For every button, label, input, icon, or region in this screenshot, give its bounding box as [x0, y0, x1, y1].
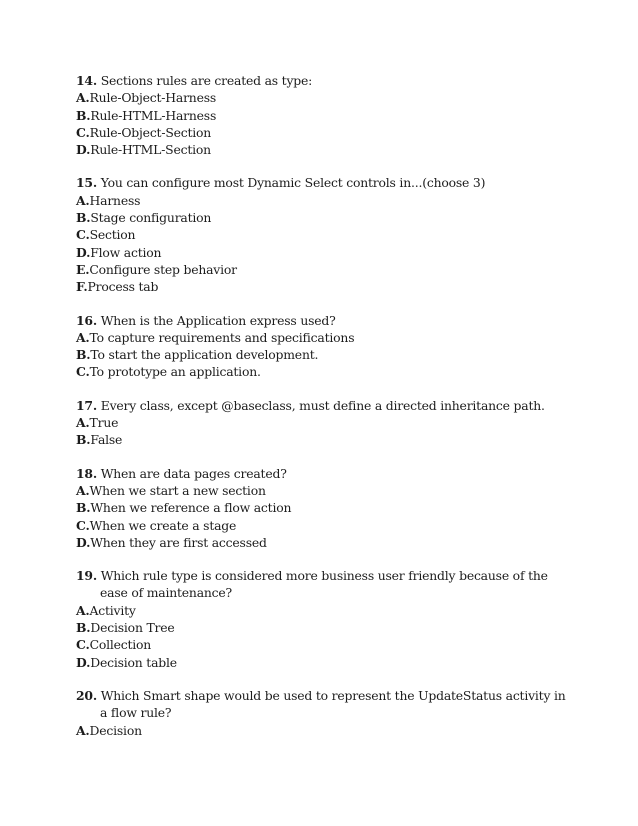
- question-prompt: Which rule type is considered more business user friendly because of the ease of maintenance?: [100, 568, 548, 601]
- option-letter: D.: [76, 654, 91, 670]
- option-c: [76, 226, 576, 243]
- question-prompt: When are data pages created?: [100, 465, 287, 481]
- question-17: [76, 397, 576, 449]
- option-letter: B.: [76, 107, 91, 123]
- option-a: [76, 89, 576, 106]
- question-text: [76, 174, 576, 191]
- option-text: True: [89, 415, 119, 431]
- option-letter: B.: [76, 432, 91, 448]
- question-text: [76, 567, 576, 602]
- option-b: [76, 346, 576, 363]
- option-letter: A.: [76, 192, 90, 208]
- option-letter: D.: [76, 244, 91, 260]
- question-number: 18.: [76, 465, 97, 481]
- question-prompt: When is the Application express used?: [100, 312, 336, 328]
- question-number: 17.: [76, 397, 97, 413]
- option-letter: A.: [76, 722, 90, 738]
- option-letter: D.: [76, 142, 91, 158]
- option-text: Rule-HTML-Section: [90, 142, 211, 158]
- option-text: To start the application development.: [90, 347, 319, 363]
- option-text: Rule-HTML-Harness: [90, 107, 217, 123]
- question-number: 16.: [76, 312, 97, 328]
- option-f: [76, 278, 576, 295]
- option-letter: A.: [76, 90, 90, 106]
- option-letter: A.: [76, 329, 90, 345]
- option-c: [76, 517, 576, 534]
- option-d: [76, 654, 576, 671]
- option-text: To prototype an application.: [89, 364, 261, 380]
- option-c: [76, 363, 576, 380]
- question-text: [76, 397, 576, 414]
- option-text: Decision table: [90, 654, 177, 670]
- question-16: [76, 312, 576, 381]
- option-text: When we start a new section: [89, 482, 266, 498]
- question-20: [76, 687, 576, 739]
- option-b: [76, 499, 576, 516]
- question-number: 14.: [76, 73, 97, 88]
- option-a: [76, 482, 576, 499]
- option-text: Decision Tree: [90, 620, 175, 636]
- option-b: [76, 209, 576, 226]
- question-number: 19.: [76, 568, 97, 584]
- question-prompt: Every class, except @baseclass, must define a directed inheritance path.: [100, 397, 545, 413]
- option-text: When they are first accessed: [90, 534, 267, 550]
- question-19: [76, 567, 576, 671]
- option-text: Collection: [89, 637, 152, 653]
- question-18: [76, 465, 576, 551]
- option-text: Rule-Object-Harness: [89, 90, 217, 106]
- option-b: [76, 619, 576, 636]
- option-letter: D.: [76, 534, 91, 550]
- option-e: [76, 261, 576, 278]
- option-text: When we reference a flow action: [90, 500, 292, 516]
- option-letter: B.: [76, 347, 91, 363]
- question-text: [76, 687, 576, 722]
- option-a: [76, 329, 576, 346]
- question-14: [76, 72, 576, 158]
- option-letter: A.: [76, 602, 90, 618]
- option-b: [76, 431, 576, 448]
- option-text: To capture requirements and specifications: [89, 329, 355, 345]
- option-c: [76, 636, 576, 653]
- option-text: Decision: [89, 722, 142, 738]
- question-prompt: Sections rules are created as type:: [100, 73, 313, 88]
- option-c: [76, 124, 576, 141]
- option-letter: E.: [76, 261, 90, 277]
- option-text: Stage configuration: [90, 210, 212, 226]
- question-number: 15.: [76, 175, 97, 191]
- question-number: 20.: [76, 687, 97, 703]
- option-letter: C.: [76, 364, 90, 380]
- option-letter: C.: [76, 637, 90, 653]
- option-d: [76, 534, 576, 551]
- question-prompt: You can configure most Dynamic Select controls in...(choose 3): [100, 175, 486, 191]
- option-a: [76, 414, 576, 431]
- option-letter: B.: [76, 620, 91, 636]
- option-letter: A.: [76, 415, 90, 431]
- option-b: [76, 107, 576, 124]
- question-prompt: Which Smart shape would be used to represent the UpdateStatus activity in a flow rule?: [100, 687, 566, 721]
- option-text: Configure step behavior: [89, 261, 237, 277]
- option-a: [76, 602, 576, 619]
- option-text: Flow action: [90, 244, 162, 260]
- question-text: [76, 72, 576, 89]
- option-text: False: [90, 432, 123, 448]
- option-letter: B.: [76, 210, 91, 226]
- option-text: When we create a stage: [89, 517, 237, 533]
- option-letter: C.: [76, 517, 90, 533]
- option-d: [76, 244, 576, 261]
- option-letter: C.: [76, 227, 90, 243]
- option-d: [76, 141, 576, 158]
- option-a: [76, 722, 576, 739]
- option-text: Activity: [89, 602, 136, 618]
- question-text: [76, 312, 576, 329]
- question-text: [76, 465, 576, 482]
- option-text: Rule-Object-Section: [89, 124, 212, 140]
- question-list: [76, 72, 576, 755]
- option-a: [76, 192, 576, 209]
- option-text: Harness: [89, 192, 141, 208]
- option-text: Section: [89, 227, 136, 243]
- question-15: [76, 174, 576, 295]
- option-letter: F.: [76, 279, 88, 295]
- option-text: Process tab: [87, 279, 159, 295]
- option-letter: A.: [76, 482, 90, 498]
- option-letter: B.: [76, 500, 91, 516]
- option-letter: C.: [76, 124, 90, 140]
